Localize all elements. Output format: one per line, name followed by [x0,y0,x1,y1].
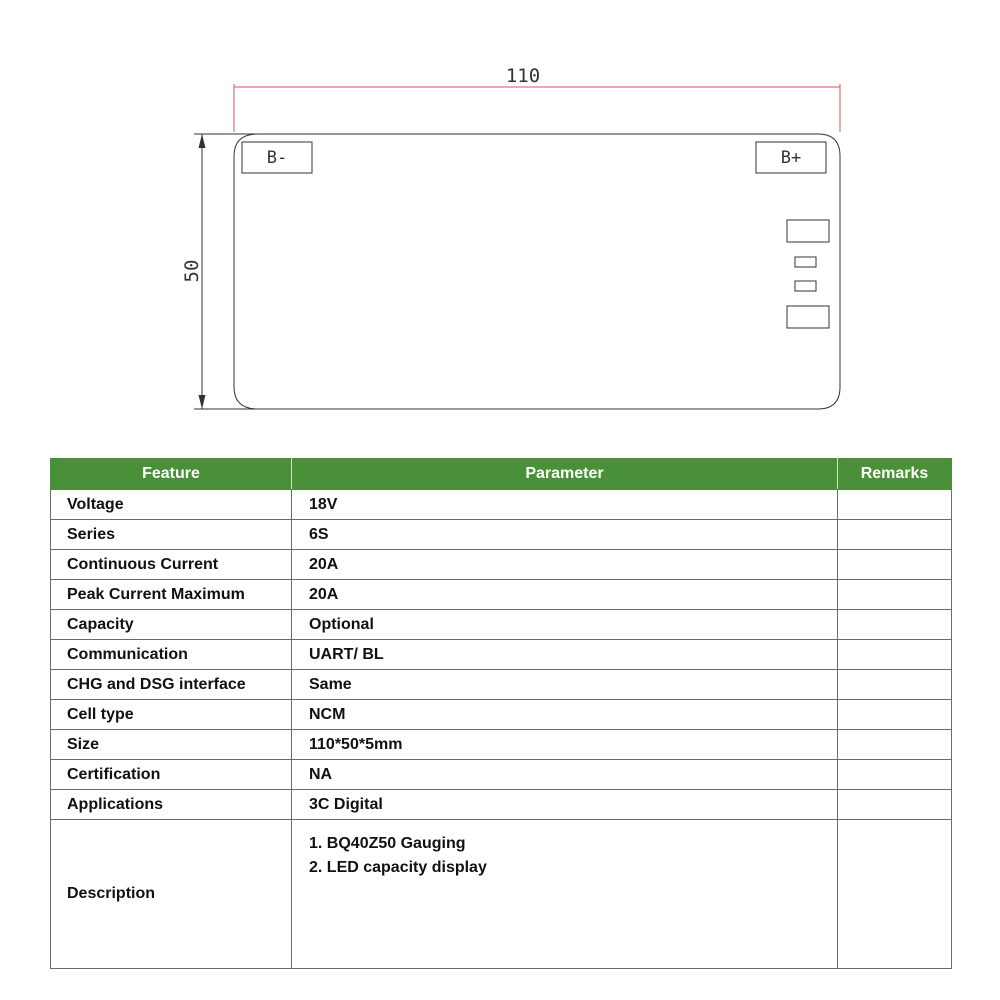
pad-b-minus-label: B- [266,148,288,168]
table-row [51,760,952,790]
board-outline [234,134,840,409]
remarks-cell [838,640,952,670]
feature-cell: Certification [51,760,292,790]
remarks-cell [838,520,952,550]
table-row [51,610,952,640]
feature-cell: Peak Current Maximum [51,580,292,610]
table-row [51,730,952,760]
table-row [51,550,952,580]
description-parameter-cell [292,820,838,969]
description-line: 1. BQ40Z50 Gauging [309,835,466,852]
feature-cell: Applications [51,790,292,820]
remarks-cell [838,580,952,610]
parameter-cell: 20A [292,580,838,610]
table-row [51,790,952,820]
spec-table-header [51,459,952,490]
feature-cell: Continuous Current [51,550,292,580]
remarks-cell [838,490,952,520]
parameter-cell: 3C Digital [292,790,838,820]
feature-cell: Capacity [51,610,292,640]
remarks-cell [838,550,952,580]
table-row [51,640,952,670]
spec-table [50,458,952,969]
table-row [51,520,952,550]
description-row [51,820,952,969]
height-dimension-label: 50 [181,259,203,283]
remarks-cell [838,700,952,730]
width-dimension-label: 110 [505,65,541,87]
parameter-cell: 110*50*5mm [292,730,838,760]
feature-cell: Description [51,820,292,969]
header-feature: Feature [51,459,292,490]
parameter-cell: UART/ BL [292,640,838,670]
pad-b-plus-label: B+ [780,148,802,168]
remarks-cell [838,670,952,700]
parameter-cell: Same [292,670,838,700]
led-pad-2 [795,281,816,291]
height-arrow-top [199,134,206,148]
remarks-cell [838,790,952,820]
remarks-cell [838,730,952,760]
parameter-cell: NCM [292,700,838,730]
parameter-cell: NA [292,760,838,790]
feature-cell: Cell type [51,700,292,730]
feature-cell: Size [51,730,292,760]
table-row [51,580,952,610]
led-pad-1 [795,257,816,267]
header-remarks: Remarks [838,459,952,490]
remarks-cell [838,820,952,969]
table-row [51,490,952,520]
connector-pad-top [787,220,829,242]
feature-cell: CHG and DSG interface [51,670,292,700]
table-row [51,700,952,730]
board-outline-drawing [0,0,1000,440]
feature-cell: Communication [51,640,292,670]
feature-cell: Voltage [51,490,292,520]
parameter-cell: Optional [292,610,838,640]
description-line: 2. LED capacity display [309,859,487,876]
parameter-cell: 20A [292,550,838,580]
table-row [51,670,952,700]
parameter-cell: 18V [292,490,838,520]
remarks-cell [838,760,952,790]
remarks-cell [838,610,952,640]
connector-pad-bottom [787,306,829,328]
height-arrow-bottom [199,395,206,409]
parameter-cell: 6S [292,520,838,550]
header-parameter: Parameter [292,459,838,490]
feature-cell: Series [51,520,292,550]
